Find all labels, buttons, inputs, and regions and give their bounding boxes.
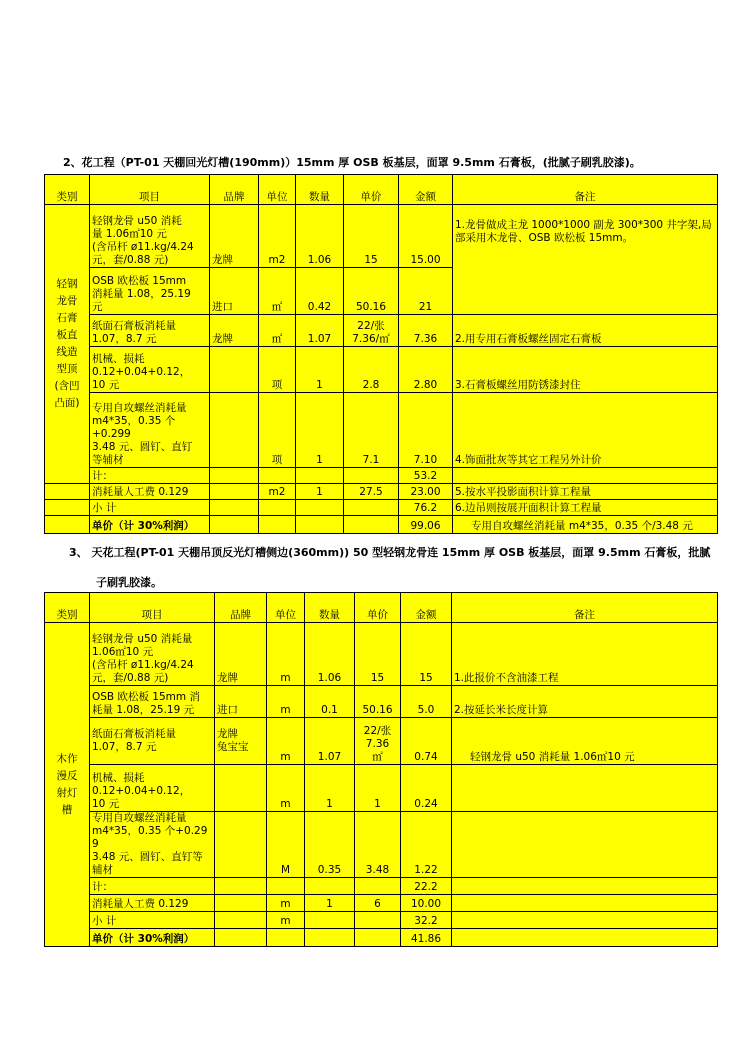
header-item: 项目 (90, 593, 215, 623)
table-row (45, 718, 718, 765)
qty-cell: 1.07 (305, 718, 355, 765)
unit-cell: ㎡ (259, 315, 296, 347)
header-amount: 金额 (399, 175, 453, 205)
header-unit: 单位 (267, 593, 305, 623)
header-price: 单价 (344, 175, 399, 205)
qty-cell: 1 (296, 347, 344, 393)
amount-cell: 7.36 (399, 315, 453, 347)
category-cell: 轻钢 龙骨 石膏 板直 线造 型顶 (含凹 凸面) (45, 205, 90, 484)
remark-cell: 轻钢龙骨 u50 消耗量 1.06㎡10 元 (452, 718, 718, 765)
item-cell: 专用自攻螺丝消耗量 m4*35，0.35 个 +0.299 3.48 元、圆钉、直钉 等辅材 (90, 393, 210, 468)
unit-price-label: 单价（计 30%利润） (90, 929, 215, 947)
price-cell: 15 (344, 205, 399, 268)
qty-cell: 1 (296, 393, 344, 468)
total-row (45, 468, 718, 484)
unit-cell: m (267, 623, 305, 686)
remark-cell: 2.用专用石膏板螺丝固定石膏板 (453, 315, 718, 347)
qty-cell: 1 (305, 765, 355, 812)
total-amount: 53.2 (399, 468, 453, 484)
subtotal-remark: 6.边吊则按展开面积计算工程量 (453, 500, 718, 516)
subtotal-row (45, 912, 718, 929)
labor-amount: 23.00 (399, 484, 453, 500)
labor-remark: 5.按水平投影面积计算工程量 (453, 484, 718, 500)
item-cell: OSB 欧松板 15mm 消 耗量 1.08，25.19 元 (90, 686, 215, 718)
subtotal-amount: 32.2 (401, 912, 452, 929)
unit-price-label: 单价（计 30%利润） (90, 516, 210, 534)
table-row (45, 686, 718, 718)
remark-cell: 2.按延长米长度计算 (452, 686, 718, 718)
qty-cell: 1.06 (296, 205, 344, 268)
header-category: 类别 (45, 593, 90, 623)
total-label: 计： (90, 468, 210, 484)
labor-price: 27.5 (344, 484, 399, 500)
amount-cell: 1.22 (401, 812, 452, 878)
item-cell: 纸面石膏板消耗量 1.07，8.7 元 (90, 718, 215, 765)
header-amount: 金额 (401, 593, 452, 623)
brand-cell (210, 393, 259, 468)
brand-cell (210, 347, 259, 393)
header-brand: 品牌 (210, 175, 259, 205)
amount-cell: 15.00 (399, 205, 453, 268)
item-cell: 轻钢龙骨 u50 消耗量 1.06㎡10 元 (含吊杆 ø11.kg/4.24 元，套/0.88 元) (90, 623, 215, 686)
remark-cell (452, 812, 718, 878)
labor-amount: 10.00 (401, 895, 452, 912)
labor-price: 6 (355, 895, 401, 912)
price-cell: 1 (355, 765, 401, 812)
unit-cell: 项 (259, 347, 296, 393)
unit-price-row (45, 929, 718, 947)
qty-cell: 1.06 (305, 623, 355, 686)
section2-table (44, 174, 718, 534)
unit-price-amount: 99.06 (399, 516, 453, 534)
table-header-row (45, 593, 718, 623)
labor-unit: m (267, 895, 305, 912)
labor-label: 消耗量人工费 0.129 (90, 484, 210, 500)
item-cell: 机械、损耗 0.12+0.04+0.12， 10 元 (90, 765, 215, 812)
remark-cell: 1.龙骨做成主龙 1000*1000 副龙 300*300 井字架,局 部采用木龙骨、OSB 欧松板 15mm。 (453, 205, 718, 315)
remark-cell: 1.此报价不含油漆工程 (452, 623, 718, 686)
qty-cell: 0.35 (305, 812, 355, 878)
amount-cell: 21 (399, 268, 453, 315)
unit-price-amount: 41.86 (401, 929, 452, 947)
price-cell: 50.16 (344, 268, 399, 315)
price-cell: 50.16 (355, 686, 401, 718)
unit-cell: 项 (259, 393, 296, 468)
table-row (45, 765, 718, 812)
qty-cell: 1.07 (296, 315, 344, 347)
price-cell: 7.1 (344, 393, 399, 468)
unit-cell: m2 (259, 205, 296, 268)
header-unit: 单位 (259, 175, 296, 205)
labor-label: 消耗量人工费 0.129 (90, 895, 215, 912)
price-cell: 22/张 7.36/㎡ (344, 315, 399, 347)
unit-price-remark: 专用自攻螺丝消耗量 m4*35，0.35 个/3.48 元 (453, 516, 718, 534)
remark-cell: 4.饰面批灰等其它工程另外计价 (453, 393, 718, 468)
labor-qty: 1 (305, 895, 355, 912)
header-item: 项目 (90, 175, 210, 205)
subtotal-amount: 76.2 (399, 500, 453, 516)
remark-cell (452, 765, 718, 812)
price-cell: 3.48 (355, 812, 401, 878)
header-category: 类别 (45, 175, 90, 205)
brand-cell (215, 812, 267, 878)
table-row (45, 205, 718, 268)
brand-cell: 进口 (210, 268, 259, 315)
section3-heading-line1: 3、 天花工程(PT-01 天棚吊顶反光灯槽侧边(360mm)) 50 型轻钢龙骨连 15mm 厚 OSB 板基层，面罩 9.5mm 石膏板，批腻 (69, 546, 711, 559)
labor-row (45, 895, 718, 912)
price-cell: 2.8 (344, 347, 399, 393)
labor-qty: 1 (296, 484, 344, 500)
table-row (45, 393, 718, 468)
item-cell: 纸面石膏板消耗量 1.07，8.7 元 (90, 315, 210, 347)
amount-cell: 0.74 (401, 718, 452, 765)
section2-heading: 2、花工程（PT-01 天棚回光灯槽(190mm)）15mm 厚 OSB 板基层，面罩 9.5mm 石膏板，(批腻子刷乳胶漆)。 (63, 156, 641, 169)
table-row (45, 623, 718, 686)
qty-cell: 0.1 (305, 686, 355, 718)
header-remarks: 备注 (452, 593, 718, 623)
amount-cell: 0.24 (401, 765, 452, 812)
subtotal-row (45, 500, 718, 516)
unit-cell: M (267, 812, 305, 878)
header-remarks: 备注 (453, 175, 718, 205)
total-row (45, 878, 718, 895)
amount-cell: 15 (401, 623, 452, 686)
brand-cell: 龙牌 兔宝宝 (215, 718, 267, 765)
header-qty: 数量 (296, 175, 344, 205)
section3-heading-line2: 子刷乳胶漆。 (96, 576, 162, 589)
table-row (45, 315, 718, 347)
item-cell: 机械、损耗 0.12+0.04+0.12， 10 元 (90, 347, 210, 393)
category-cell: 木作 漫反 射灯 槽 (45, 623, 90, 947)
subtotal-label: 小 计 (90, 912, 215, 929)
total-label: 计： (90, 878, 215, 895)
item-cell: OSB 欧松板 15mm 消耗量 1.08，25.19 元 (90, 268, 210, 315)
brand-cell (215, 765, 267, 812)
item-cell: 轻钢龙骨 u50 消耗 量 1.06㎡10 元 (含吊杆 ø11.kg/4.24 元，套/0.88 元) (90, 205, 210, 268)
amount-cell: 7.10 (399, 393, 453, 468)
qty-cell: 0.42 (296, 268, 344, 315)
brand-cell: 龙牌 (215, 623, 267, 686)
section3-table (44, 592, 718, 947)
unit-cell: m (267, 765, 305, 812)
unit-cell: m (267, 718, 305, 765)
table-row (45, 812, 718, 878)
unit-cell: m (267, 686, 305, 718)
amount-cell: 5.0 (401, 686, 452, 718)
price-cell: 22/张 7.36 ㎡ (355, 718, 401, 765)
brand-cell: 进口 (215, 686, 267, 718)
table-row (45, 347, 718, 393)
header-qty: 数量 (305, 593, 355, 623)
labor-row (45, 484, 718, 500)
table-header-row (45, 175, 718, 205)
subtotal-unit: m (267, 912, 305, 929)
labor-unit: m2 (259, 484, 296, 500)
header-brand: 品牌 (215, 593, 267, 623)
brand-cell: 龙牌 (210, 205, 259, 268)
remark-cell: 3.石膏板螺丝用防锈漆封住 (453, 347, 718, 393)
item-cell: 专用自攻螺丝消耗量 m4*35，0.35 个+0.299 3.48 元、圆钉、直钉等 辅材 (90, 812, 215, 878)
total-amount: 22.2 (401, 878, 452, 895)
unit-cell: ㎡ (259, 268, 296, 315)
brand-cell: 龙牌 (210, 315, 259, 347)
amount-cell: 2.80 (399, 347, 453, 393)
unit-price-row (45, 516, 718, 534)
header-price: 单价 (355, 593, 401, 623)
price-cell: 15 (355, 623, 401, 686)
subtotal-label: 小 计 (90, 500, 210, 516)
